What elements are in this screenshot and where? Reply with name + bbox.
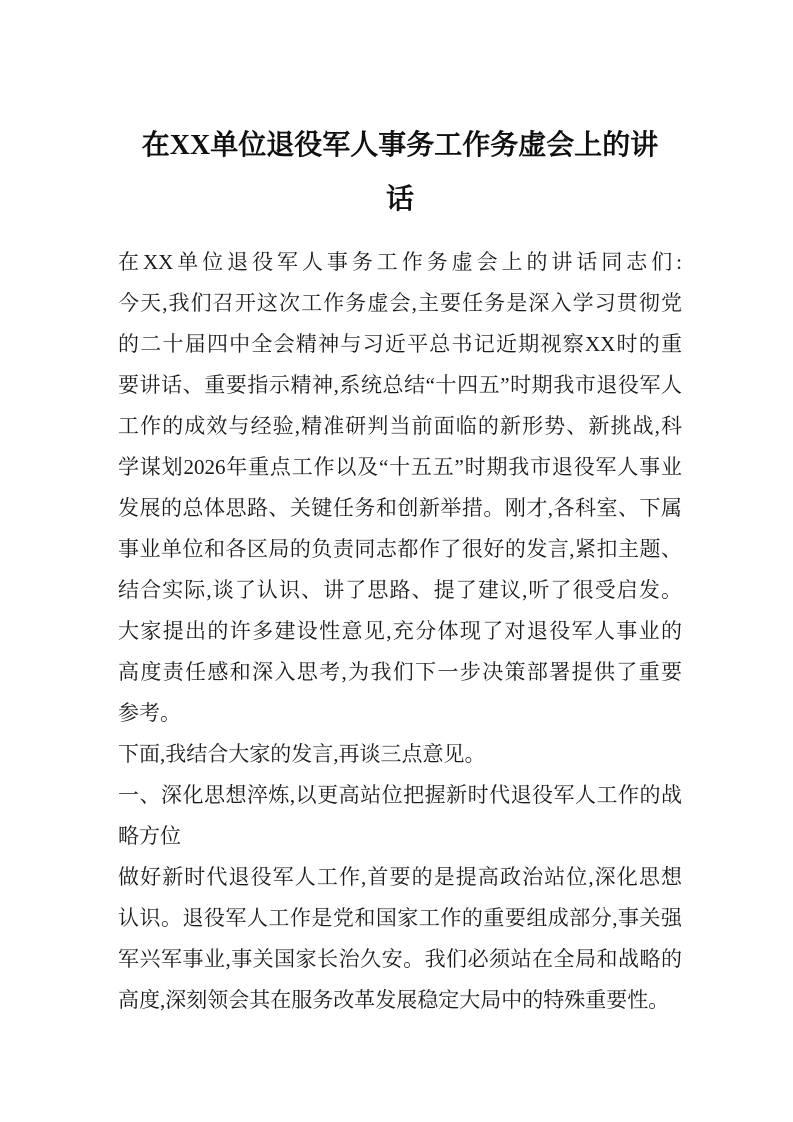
text-line: 要讲话、重要指示精神,系统总结“十四五”时期我市退役军人 (118, 373, 682, 397)
text-line: 大家提出的许多建设性意见,充分体现了对退役军人事业的 (118, 619, 682, 643)
text-line: 认识。退役军人工作是党和国家工作的重要组成部分,事关强 (118, 906, 682, 930)
text-line: 在XX单位退役军人事务工作务虚会上的讲话同志们: (118, 250, 682, 274)
text-line: 一、深化思想淬炼,以更高站位把握新时代退役军人工作的战 (118, 783, 682, 807)
text-line: 做好新时代退役军人工作,首要的是提高政治站位,深化思想 (118, 865, 682, 889)
text-line: 今天,我们召开这次工作务虚会,主要任务是深入学习贯彻党 (118, 291, 682, 315)
title-line-1: 在XX单位退役军人事务工作务虚会上的讲 (141, 130, 659, 161)
text-line: 参考。 (118, 701, 181, 725)
text-line: 发展的总体思路、关键任务和创新举措。刚才,各科室、下属 (118, 496, 682, 520)
text-line: 略方位 (118, 824, 181, 848)
text-line: 高度责任感和深入思考,为我们下一步决策部署提供了重要 (118, 660, 682, 684)
text-line: 事业单位和各区局的负责同志都作了很好的发言,紧扣主题、 (118, 537, 682, 561)
title-line-2: 话 (385, 184, 414, 215)
text-line: 下面,我结合大家的发言,再谈三点意见。 (118, 742, 486, 766)
document-title (118, 119, 682, 227)
text-line: 学谋划2026年重点工作以及“十五五”时期我市退役军人事业 (118, 455, 682, 479)
text-line: 高度,深刻领会其在服务改革发展稳定大局中的特殊重要性。 (118, 988, 670, 1012)
text-line: 结合实际,谈了认识、讲了思路、提了建议,听了很受启发。 (118, 578, 682, 602)
text-line: 工作的成效与经验,精准研判当前面临的新形势、新挑战,科 (118, 414, 682, 438)
text-line: 军兴军事业,事关国家长治久安。我们必须站在全局和战略的 (118, 947, 682, 971)
text-line: 的二十届四中全会精神与习近平总书记近期视察XX时的重 (118, 332, 682, 356)
document-body (118, 242, 682, 1021)
